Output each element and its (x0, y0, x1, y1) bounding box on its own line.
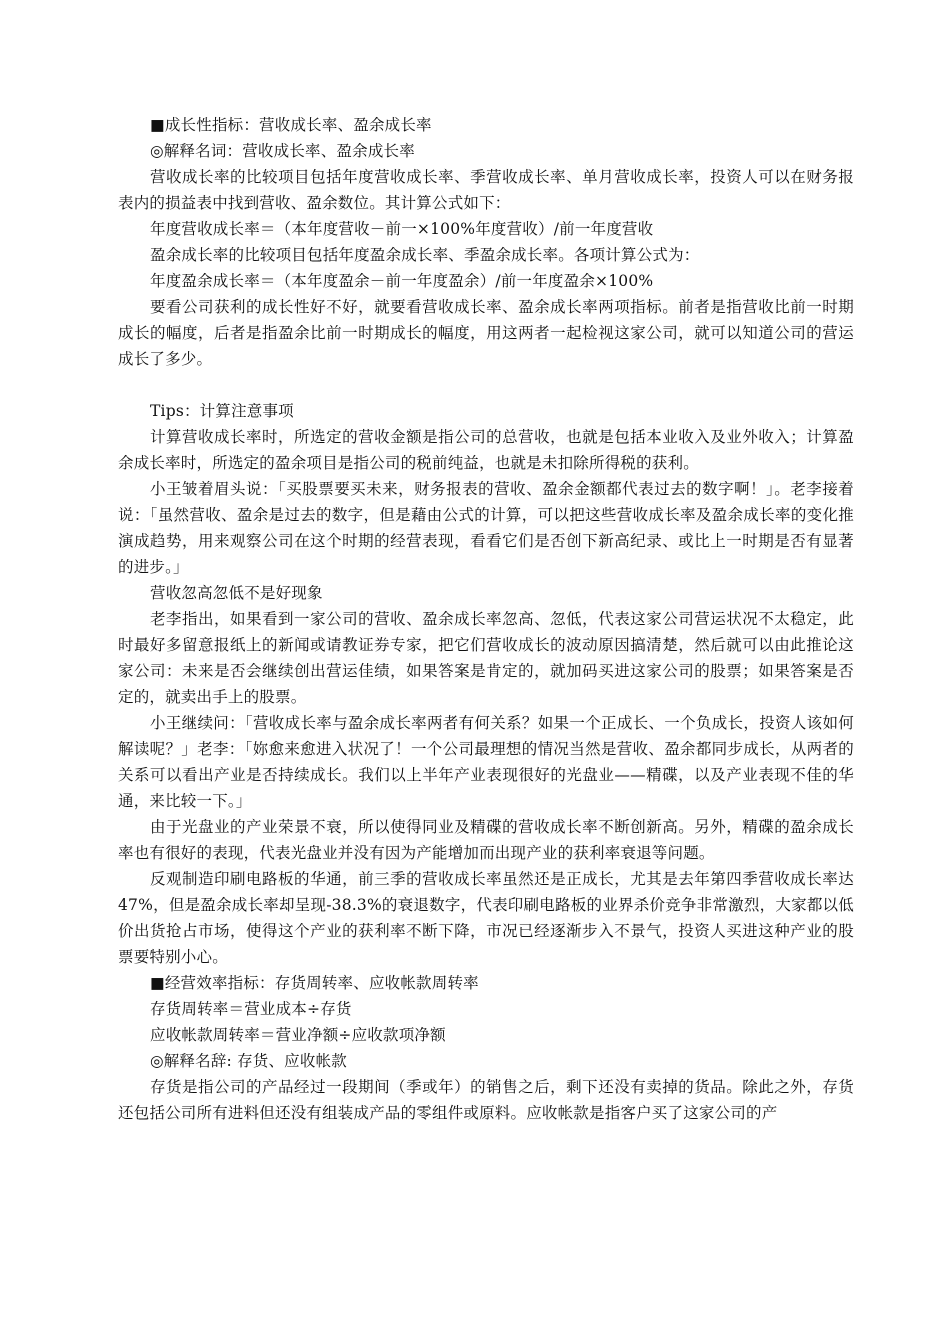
body-paragraph: 营收成长率的比较项目包括年度营收成长率、季营收成长率、单月营收成长率，投资人可以在财务报表内的损益表中找到营收、盈余数位。其计算公式如下： (118, 168, 854, 212)
body-paragraph: 计算营收成长率时，所选定的营收金额是指公司的总营收，也就是包括本业收入及业外收入；计算盈余成长率时，所选定的盈余项目是指公司的税前纯益，也就是未扣除所得税的获利。 (118, 428, 854, 472)
subheading-revenue-fluctuation: 营收忽高忽低不是好现象 (150, 584, 323, 602)
body-paragraph: 由于光盘业的产业荣景不衰，所以使得同业及精碟的营收成长率不断创新高。另外，精碟的盈余成长率也有很好的表现，代表光盘业并没有因为产能增加而出现产业的获利率衰退等问题。 (118, 818, 854, 862)
formula-earnings-growth: 年度盈余成长率＝（本年度盈余－前一年度盈余）/前一年度盈余×100% (150, 272, 654, 290)
formula-receivables-turnover: 应收帐款周转率＝营业净额÷应收款项净额 (150, 1026, 446, 1044)
section-heading-efficiency-indicators: ■经营效率指标：存货周转率、应收帐款周转率 (150, 974, 479, 992)
body-paragraph: 要看公司获利的成长性好不好，就要看营收成长率、盈余成长率两项指标。前者是指营收比前一时期成长的幅度，后者是指盈余比前一时期成长的幅度，用这两者一起检视这家公司，就可以知道公司的营运成长了多少。 (118, 298, 854, 368)
body-paragraph: 存货是指公司的产品经过一段期间（季或年）的销售之后，剩下还没有卖掉的货品。除此之外，存货还包括公司所有进料但还没有组装成产品的零组件或原料。应收帐款是指客户买了这家公司的产 (118, 1078, 854, 1122)
term-definition-heading: ◎解释名词：营收成长率、盈余成长率 (150, 142, 415, 160)
section-heading-growth-indicators: ■成长性指标：营收成长率、盈余成长率 (150, 116, 432, 134)
tips-heading: Tips：计算注意事项 (150, 402, 294, 420)
document-body (118, 112, 854, 1126)
body-paragraph: 小王继续问：「营收成长率与盈余成长率两者有何关系？如果一个正成长、一个负成长，投资人该如何解读呢？」老李：「妳愈来愈进入状况了！一个公司最理想的情况当然是营收、盈余都同步成长，从两者的关系可以看出产业是否持续成长。我们以上半年产业表现很好的光盘业——精碟，以及产业表现不佳的华通，来比较一下。」 (118, 714, 854, 810)
body-paragraph: 反观制造印刷电路板的华通，前三季的营收成长率虽然还是正成长，尤其是去年第四季营收成长率达 47%，但是盈余成长率却呈现-38.3%的衰退数字，代表印刷电路板的业界杀价竞争非常激烈，大家都以低价出货抢占市场，使得这个产业的获利率不断下降，市况已经逐渐步入不景气，投资人买进这种产业的股票要特别小心。 (118, 870, 854, 966)
term-definition-heading: ◎解释名辞: 存货、应收帐款 (150, 1052, 347, 1070)
formula-revenue-growth: 年度营收成长率＝（本年度营收－前一×100%年度营收）/前一年度营收 (150, 220, 654, 238)
formula-inventory-turnover: 存货周转率＝营业成本÷存货 (150, 1000, 352, 1018)
body-paragraph: 小王皱着眉头说：「买股票要买未来，财务报表的营收、盈余金额都代表过去的数字啊！」。老李接着说：「虽然营收、盈余是过去的数字，但是藉由公式的计算，可以把这些营收成长率及盈余成长率的变化推演成趋势，用来观察公司在这个时期的经营表现，看看它们是否创下新高纪录、或比上一时期是否有显著的进步。」 (118, 480, 854, 576)
body-paragraph: 盈余成长率的比较项目包括年度盈余成长率、季盈余成长率。各项计算公式为： (150, 246, 700, 264)
body-paragraph: 老李指出，如果看到一家公司的营收、盈余成长率忽高、忽低，代表这家公司营运状况不太稳定，此时最好多留意报纸上的新闻或请教证券专家，把它们营收成长的波动原因搞清楚，然后就可以由此推论这家公司：未来是否会继续创出营运佳绩，如果答案是肯定的，就加码买进这家公司的股票；如果答案是否定的，就卖出手上的股票。 (118, 610, 854, 706)
paragraph-spacer (118, 372, 854, 398)
